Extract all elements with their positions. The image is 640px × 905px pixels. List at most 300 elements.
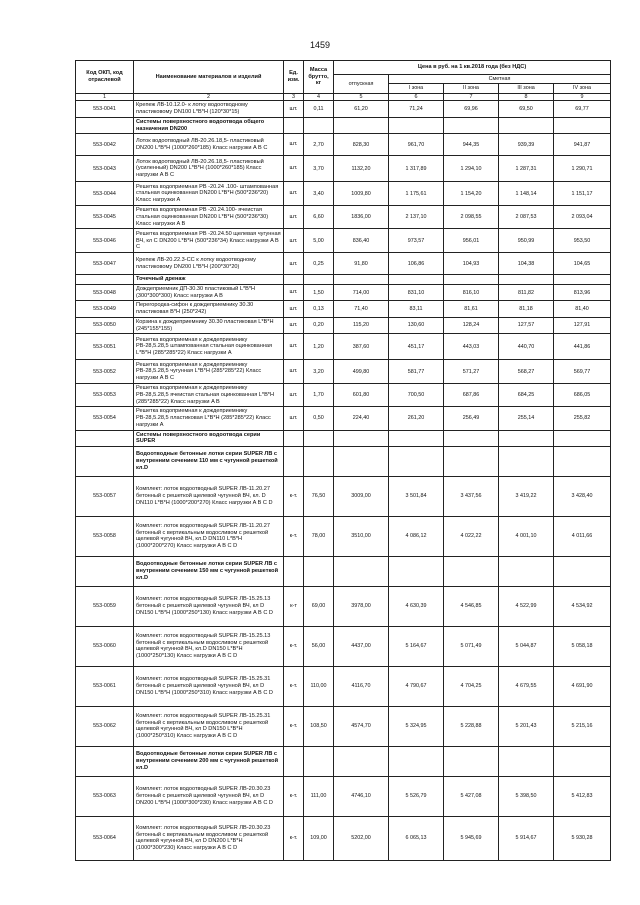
zone4-cell: 5 215,16	[554, 706, 611, 746]
mass-cell: 1,70	[304, 384, 334, 407]
unit-cell: шт.	[284, 134, 304, 156]
col-index: 3	[284, 93, 304, 100]
code-cell: 553-0045	[76, 206, 134, 229]
mass-cell: 108,50	[304, 706, 334, 746]
price-cell: 4746,10	[334, 776, 389, 816]
zone4-cell: 255,82	[554, 407, 611, 430]
zone2-cell: 5 945,69	[444, 816, 499, 860]
header-estimate: Сметная	[389, 75, 611, 84]
zone3-cell: 1 148,14	[499, 182, 554, 206]
mass-cell: 5,00	[304, 229, 334, 253]
zone1-cell: 83,11	[389, 301, 444, 317]
zone3-cell: 3 419,22	[499, 476, 554, 516]
empty-cell	[304, 556, 334, 586]
zone4-cell: 4 011,66	[554, 516, 611, 556]
empty-cell	[444, 117, 499, 133]
zone3-cell: 684,25	[499, 384, 554, 407]
table-row	[76, 816, 611, 860]
zone2-cell: 4 704,25	[444, 666, 499, 706]
zone3-cell: 5 201,43	[499, 706, 554, 746]
name-cell: Крепеж ЛВ-10.12.0- к лотку водоотводному пластиковому DN100 L*B*H (120*30*15)	[134, 101, 284, 117]
col-index: 9	[554, 93, 611, 100]
empty-cell	[444, 275, 499, 285]
zone1-cell: 973,57	[389, 229, 444, 253]
empty-cell	[499, 117, 554, 133]
zone2-cell: 256,49	[444, 407, 499, 430]
unit-cell: шт.	[284, 407, 304, 430]
zone4-cell: 1 151,17	[554, 182, 611, 206]
zone2-cell: 944,35	[444, 134, 499, 156]
table-row	[76, 516, 611, 556]
code-cell: 553-0060	[76, 626, 134, 666]
zone4-cell: 5 412,83	[554, 776, 611, 816]
empty-cell	[304, 430, 334, 446]
subsection-heading: Водоотводные бетонные лотки серии SUPER ЛВ с внутренним сечением 200 мм с чугунной решеткой кл.D	[134, 746, 284, 776]
unit-cell: шт.	[284, 334, 304, 360]
empty-cell	[334, 117, 389, 133]
name-cell: Крепеж ЛВ-20.22.3-СС к лотку водоотводному пластиковому DN200 L*B*H (200*30*20)	[134, 253, 284, 275]
empty-cell	[389, 275, 444, 285]
zone3-cell: 440,70	[499, 334, 554, 360]
zone2-cell: 571,27	[444, 360, 499, 384]
name-cell: Комплект: лоток водоотводный SUPER ЛВ-20.30.23 бетонный с вертикальным водосливом с решеткой щелевой чугунной ВЧ, кл D DN200 L*B*H (1000*300*230) Класс нагрузки A B C D	[134, 816, 284, 860]
zone4-cell: 5 930,28	[554, 816, 611, 860]
unit-cell: к-т.	[284, 626, 304, 666]
col-index: 6	[389, 93, 444, 100]
price-cell: 115,20	[334, 317, 389, 333]
zone2-cell: 81,61	[444, 301, 499, 317]
empty-cell	[304, 746, 334, 776]
price-cell: 3009,00	[334, 476, 389, 516]
code-cell: 553-0062	[76, 706, 134, 746]
zone1-cell: 5 324,95	[389, 706, 444, 746]
zone3-cell: 127,57	[499, 317, 554, 333]
mass-cell: 109,00	[304, 816, 334, 860]
unit-cell: шт.	[284, 101, 304, 117]
zone3-cell: 255,14	[499, 407, 554, 430]
zone3-cell: 5 914,67	[499, 816, 554, 860]
zone4-cell: 1 290,71	[554, 156, 611, 182]
price-cell: 4574,70	[334, 706, 389, 746]
price-cell: 3510,00	[334, 516, 389, 556]
mass-cell: 0,25	[304, 253, 334, 275]
name-cell: Решетка водоприемная к дождеприемнику РВ-28,5.28,5 пластиковая L*B*H (285*285*22) Класс нагрузки A	[134, 407, 284, 430]
price-cell: 1836,00	[334, 206, 389, 229]
subsection-heading: Водоотводные бетонные лотки серии SUPER ЛВ с внутренним сечением 110 мм с чугунной решеткой кл.D	[134, 446, 284, 476]
col-index: 7	[444, 93, 499, 100]
unit-cell: шт.	[284, 384, 304, 407]
zone3-cell: 811,82	[499, 285, 554, 301]
zone1-cell: 1 317,89	[389, 156, 444, 182]
zone2-cell: 816,10	[444, 285, 499, 301]
table-row	[76, 334, 611, 360]
zone4-cell: 941,87	[554, 134, 611, 156]
zone1-cell: 451,17	[389, 334, 444, 360]
unit-cell: к-т.	[284, 816, 304, 860]
unit-cell: шт.	[284, 253, 304, 275]
price-cell: 1132,20	[334, 156, 389, 182]
zone2-cell: 3 437,56	[444, 476, 499, 516]
mass-cell: 3,70	[304, 156, 334, 182]
name-cell: Решетка водоприемная РВ -20.24 .100- штампованная стальная оцинкованная DN200 L*B*H (500*236*20) Класс нагрузки A	[134, 182, 284, 206]
code-cell: 553-0048	[76, 285, 134, 301]
empty-cell	[334, 446, 389, 476]
table-row	[76, 776, 611, 816]
empty-cell	[304, 275, 334, 285]
price-cell: 71,40	[334, 301, 389, 317]
header-price-title: Цена в руб. на 1 кв.2018 года (без НДС)	[334, 61, 611, 75]
name-cell: Решетка водоприемная РВ -20.24.50 щелевая чугунная ВЧ, кл С DN200 L*B*H (500*236*34) Класс нагрузки A B C	[134, 229, 284, 253]
zone1-cell: 106,86	[389, 253, 444, 275]
table-row	[76, 666, 611, 706]
zone1-cell: 2 137,10	[389, 206, 444, 229]
code-cell: 553-0064	[76, 816, 134, 860]
table-row	[76, 206, 611, 229]
zone1-cell: 581,77	[389, 360, 444, 384]
section-row	[76, 446, 611, 476]
unit-cell: шт.	[284, 156, 304, 182]
mass-cell: 76,50	[304, 476, 334, 516]
mass-cell: 3,20	[304, 360, 334, 384]
zone3-cell: 4 522,99	[499, 586, 554, 626]
empty-cell	[554, 446, 611, 476]
section-row	[76, 556, 611, 586]
col-index: 4	[304, 93, 334, 100]
price-cell: 4437,00	[334, 626, 389, 666]
zone4-cell: 813,96	[554, 285, 611, 301]
section-row	[76, 117, 611, 133]
zone2-cell: 1 294,10	[444, 156, 499, 182]
unit-cell: к-т	[284, 586, 304, 626]
unit-cell: шт.	[284, 360, 304, 384]
zone1-cell: 961,70	[389, 134, 444, 156]
zone4-cell: 441,86	[554, 334, 611, 360]
header-selling: отпускная	[334, 75, 389, 94]
unit-cell: к-т.	[284, 516, 304, 556]
empty-cell	[444, 446, 499, 476]
zone1-cell: 71,24	[389, 101, 444, 117]
mass-cell: 69,00	[304, 586, 334, 626]
name-cell: Корзина к дождеприемнику 30.30 пластиковая L*B*H (245*155*155)	[134, 317, 284, 333]
name-cell: Комплект: лоток водоотводный SUPER ЛВ-11.20.27 бетонный с решеткой щелевой чугунной ВЧ, кл. D DN110 L*B*H (1000*200*270) Класс нагрузки A B C D	[134, 476, 284, 516]
mass-cell: 56,00	[304, 626, 334, 666]
empty-cell	[76, 117, 134, 133]
empty-cell	[499, 275, 554, 285]
zone4-cell: 104,65	[554, 253, 611, 275]
mass-cell: 78,00	[304, 516, 334, 556]
code-cell: 553-0042	[76, 134, 134, 156]
code-cell: 553-0044	[76, 182, 134, 206]
header-zone-1: I зона	[389, 84, 444, 93]
zone2-cell: 128,24	[444, 317, 499, 333]
col-index: 2	[134, 93, 284, 100]
zone2-cell: 956,01	[444, 229, 499, 253]
unit-cell: к-т.	[284, 776, 304, 816]
table-row	[76, 706, 611, 746]
zone3-cell: 939,39	[499, 134, 554, 156]
unit-cell: шт.	[284, 182, 304, 206]
empty-cell	[444, 556, 499, 586]
zone3-cell: 4 001,10	[499, 516, 554, 556]
unit-cell: шт.	[284, 317, 304, 333]
header-code: Код ОКП, код отраслевой	[76, 61, 134, 94]
empty-cell	[554, 275, 611, 285]
zone2-cell: 1 154,20	[444, 182, 499, 206]
price-table	[75, 60, 611, 861]
table-row	[76, 301, 611, 317]
empty-cell	[554, 556, 611, 586]
zone3-cell: 81,18	[499, 301, 554, 317]
code-cell: 553-0051	[76, 334, 134, 360]
empty-cell	[284, 275, 304, 285]
table-row	[76, 384, 611, 407]
unit-cell: шт.	[284, 301, 304, 317]
table-row	[76, 253, 611, 275]
zone2-cell: 687,86	[444, 384, 499, 407]
zone4-cell: 69,77	[554, 101, 611, 117]
zone3-cell: 1 287,31	[499, 156, 554, 182]
table-row	[76, 285, 611, 301]
price-cell: 601,80	[334, 384, 389, 407]
code-cell: 553-0061	[76, 666, 134, 706]
unit-cell: к-т.	[284, 476, 304, 516]
empty-cell	[76, 746, 134, 776]
empty-cell	[304, 117, 334, 133]
code-cell: 553-0043	[76, 156, 134, 182]
empty-cell	[76, 556, 134, 586]
zone1-cell: 831,10	[389, 285, 444, 301]
zone2-cell: 443,03	[444, 334, 499, 360]
section-row	[76, 275, 611, 285]
empty-cell	[499, 430, 554, 446]
zone3-cell: 5 398,50	[499, 776, 554, 816]
name-cell: Комплект: лоток водоотводный SUPER ЛВ-15.25.31 бетонный с решеткой щелевой чугунной ВЧ, кл D DN150 L*B*H (1000*250*310) Класс нагрузки A B C D	[134, 666, 284, 706]
empty-cell	[389, 746, 444, 776]
zone2-cell: 2 098,55	[444, 206, 499, 229]
zone2-cell: 4 022,22	[444, 516, 499, 556]
zone2-cell: 5 228,88	[444, 706, 499, 746]
empty-cell	[334, 556, 389, 586]
zone3-cell: 568,27	[499, 360, 554, 384]
section-row	[76, 746, 611, 776]
mass-cell: 110,00	[304, 666, 334, 706]
empty-cell	[76, 446, 134, 476]
section-heading: Системы поверхностного водоотвода серии SUPER	[134, 430, 284, 446]
empty-cell	[284, 430, 304, 446]
name-cell: Решетка водоприемная к дождеприемнику РВ-28,5.28,5 ячеистая стальная оцинкованная L*B*H (285*285*22) Класс нагрузки A B	[134, 384, 284, 407]
unit-cell: шт.	[284, 229, 304, 253]
empty-cell	[304, 446, 334, 476]
zone4-cell: 127,91	[554, 317, 611, 333]
zone1-cell: 6 065,13	[389, 816, 444, 860]
name-cell: Лоток водоотводный ЛВ-20.26.18,5- пластиковый DN200 L*B*H (1000*260*185) Класс нагрузки A B C	[134, 134, 284, 156]
name-cell: Решетка водоприемная к дождеприемнику РВ-28,5.28,5 чугунная L*B*H (285*285*22) Класс нагрузки A B C	[134, 360, 284, 384]
price-cell: 61,20	[334, 101, 389, 117]
empty-cell	[284, 446, 304, 476]
subsection-heading: Водоотводные бетонные лотки серии SUPER ЛВ с внутренним сечением 150 мм с чугунной решеткой кл.D	[134, 556, 284, 586]
table-row	[76, 360, 611, 384]
zone1-cell: 5 526,79	[389, 776, 444, 816]
mass-cell: 1,50	[304, 285, 334, 301]
code-cell: 553-0058	[76, 516, 134, 556]
code-cell: 553-0059	[76, 586, 134, 626]
unit-cell: шт.	[284, 285, 304, 301]
table-row	[76, 182, 611, 206]
zone4-cell: 569,77	[554, 360, 611, 384]
name-cell: Комплект: лоток водоотводный SUPER ЛВ-11.20.27 бетонный с вертикальным водосливом с решеткой щелевой чугунной ВЧ, кл.D DN110 L*B*H (1000*200*270) Класс нагрузки A B C D	[134, 516, 284, 556]
name-cell: Решетка водоприемная к дождеприемнику РВ-28,5.28,5 штампованная стальная оцинкованная L*B*H (285*285*22) Класс нагрузки A	[134, 334, 284, 360]
empty-cell	[389, 556, 444, 586]
mass-cell: 2,70	[304, 134, 334, 156]
empty-cell	[444, 746, 499, 776]
zone2-cell: 5 071,49	[444, 626, 499, 666]
empty-cell	[444, 430, 499, 446]
empty-cell	[554, 430, 611, 446]
section-heading: Системы поверхностного водоотвода общего назначения DN200	[134, 117, 284, 133]
empty-cell	[389, 430, 444, 446]
code-cell: 553-0049	[76, 301, 134, 317]
code-cell: 553-0047	[76, 253, 134, 275]
header-mass: Масса брутто, кг	[304, 61, 334, 94]
table-row	[76, 229, 611, 253]
empty-cell	[284, 556, 304, 586]
zone4-cell: 4 691,90	[554, 666, 611, 706]
unit-cell: к-т.	[284, 706, 304, 746]
zone4-cell: 5 058,18	[554, 626, 611, 666]
zone4-cell: 2 093,04	[554, 206, 611, 229]
table-row	[76, 407, 611, 430]
zone1-cell: 4 790,67	[389, 666, 444, 706]
price-cell: 224,40	[334, 407, 389, 430]
col-index: 5	[334, 93, 389, 100]
section-row	[76, 430, 611, 446]
page-number: 1459	[309, 40, 331, 50]
name-cell: Решетка водоприемная РВ -20.24.100- ячеистая стальная оцинкованная DN200 L*B*H (500*236*30) Класс нагрузки A B	[134, 206, 284, 229]
empty-cell	[334, 430, 389, 446]
mass-cell: 0,11	[304, 101, 334, 117]
mass-cell: 0,13	[304, 301, 334, 317]
table-row	[76, 626, 611, 666]
name-cell: Перегородка-сифон к дождеприемнику 30.30 пластиковая В*Н (250*242)	[134, 301, 284, 317]
code-cell: 553-0053	[76, 384, 134, 407]
zone1-cell: 700,50	[389, 384, 444, 407]
zone3-cell: 104,38	[499, 253, 554, 275]
price-cell: 3978,00	[334, 586, 389, 626]
col-index: 1	[76, 93, 134, 100]
zone2-cell: 5 427,08	[444, 776, 499, 816]
zone4-cell: 81,40	[554, 301, 611, 317]
price-cell: 714,00	[334, 285, 389, 301]
name-cell: Дождеприемник ДП-30.30 пластиковый L*B*H (300*300*300) Класс нагрузки A B	[134, 285, 284, 301]
zone1-cell: 4 630,39	[389, 586, 444, 626]
mass-cell: 0,20	[304, 317, 334, 333]
price-cell: 5202,00	[334, 816, 389, 860]
empty-cell	[76, 275, 134, 285]
empty-cell	[499, 446, 554, 476]
header-unit: Ед. изм.	[284, 61, 304, 94]
zone4-cell: 686,05	[554, 384, 611, 407]
zone4-cell: 4 534,92	[554, 586, 611, 626]
empty-cell	[334, 275, 389, 285]
zone2-cell: 104,93	[444, 253, 499, 275]
name-cell: Комплект: лоток водоотводный SUPER ЛВ-15.25.13 бетонный с вертикальным водосливом с решеткой щелевой чугунной ВЧ, кл.D DN150 L*B*H (1000*250*130) Класс нагрузки A B C D	[134, 626, 284, 666]
price-cell: 387,60	[334, 334, 389, 360]
price-cell: 91,80	[334, 253, 389, 275]
code-cell: 553-0052	[76, 360, 134, 384]
zone2-cell: 4 546,85	[444, 586, 499, 626]
zone3-cell: 2 087,53	[499, 206, 554, 229]
code-cell: 553-0050	[76, 317, 134, 333]
empty-cell	[554, 117, 611, 133]
table-body	[76, 101, 611, 860]
code-cell: 553-0057	[76, 476, 134, 516]
unit-cell: к-т.	[284, 666, 304, 706]
name-cell: Комплект: лоток водоотводный SUPER ЛВ-20.30.23 бетонный с решеткой щелевой чугунной ВЧ, кл D DN200 L*B*H (1000*300*230) Класс нагрузки A B C D	[134, 776, 284, 816]
mass-cell: 6,60	[304, 206, 334, 229]
code-cell: 553-0063	[76, 776, 134, 816]
header-zone-4: IV зона	[554, 84, 611, 93]
code-cell: 553-0041	[76, 101, 134, 117]
code-cell: 553-0046	[76, 229, 134, 253]
table-row	[76, 476, 611, 516]
name-cell: Лоток водоотводный ЛВ-20.26.18,5- пластиковый (усиленный) DN200 L*B*H (1000*260*185) Класс нагрузки A B C	[134, 156, 284, 182]
zone1-cell: 130,60	[389, 317, 444, 333]
price-cell: 1009,80	[334, 182, 389, 206]
col-index: 8	[499, 93, 554, 100]
empty-cell	[284, 117, 304, 133]
zone4-cell: 953,50	[554, 229, 611, 253]
name-cell: Комплект: лоток водоотводный SUPER ЛВ-15.25.13 бетонный с решеткой щелевой чугунной ВЧ, кл D DN150 L*B*H (1000*250*130) Класс нагрузки A B C D	[134, 586, 284, 626]
empty-cell	[334, 746, 389, 776]
price-cell: 836,40	[334, 229, 389, 253]
empty-cell	[499, 746, 554, 776]
zone2-cell: 69,96	[444, 101, 499, 117]
mass-cell: 3,40	[304, 182, 334, 206]
empty-cell	[284, 746, 304, 776]
table-row	[76, 134, 611, 156]
table-row	[76, 317, 611, 333]
zone1-cell: 3 501,84	[389, 476, 444, 516]
unit-cell: шт.	[284, 206, 304, 229]
header-name: Наименование материалов и изделий	[134, 61, 284, 94]
code-cell: 553-0054	[76, 407, 134, 430]
header-zone-2: II зона	[444, 84, 499, 93]
zone4-cell: 3 428,40	[554, 476, 611, 516]
price-cell: 499,80	[334, 360, 389, 384]
empty-cell	[554, 746, 611, 776]
zone1-cell: 5 164,67	[389, 626, 444, 666]
zone1-cell: 261,20	[389, 407, 444, 430]
zone3-cell: 950,99	[499, 229, 554, 253]
price-cell: 828,30	[334, 134, 389, 156]
zone3-cell: 5 044,87	[499, 626, 554, 666]
mass-cell: 111,00	[304, 776, 334, 816]
table-row	[76, 586, 611, 626]
section-heading: Точечный дренаж	[134, 275, 284, 285]
mass-cell: 0,50	[304, 407, 334, 430]
empty-cell	[76, 430, 134, 446]
zone1-cell: 1 175,61	[389, 182, 444, 206]
table-row	[76, 101, 611, 117]
zone3-cell: 4 679,55	[499, 666, 554, 706]
zone1-cell: 4 086,12	[389, 516, 444, 556]
empty-cell	[389, 446, 444, 476]
price-cell: 4116,70	[334, 666, 389, 706]
header-zone-3: III зона	[499, 84, 554, 93]
zone3-cell: 69,50	[499, 101, 554, 117]
empty-cell	[389, 117, 444, 133]
empty-cell	[499, 556, 554, 586]
